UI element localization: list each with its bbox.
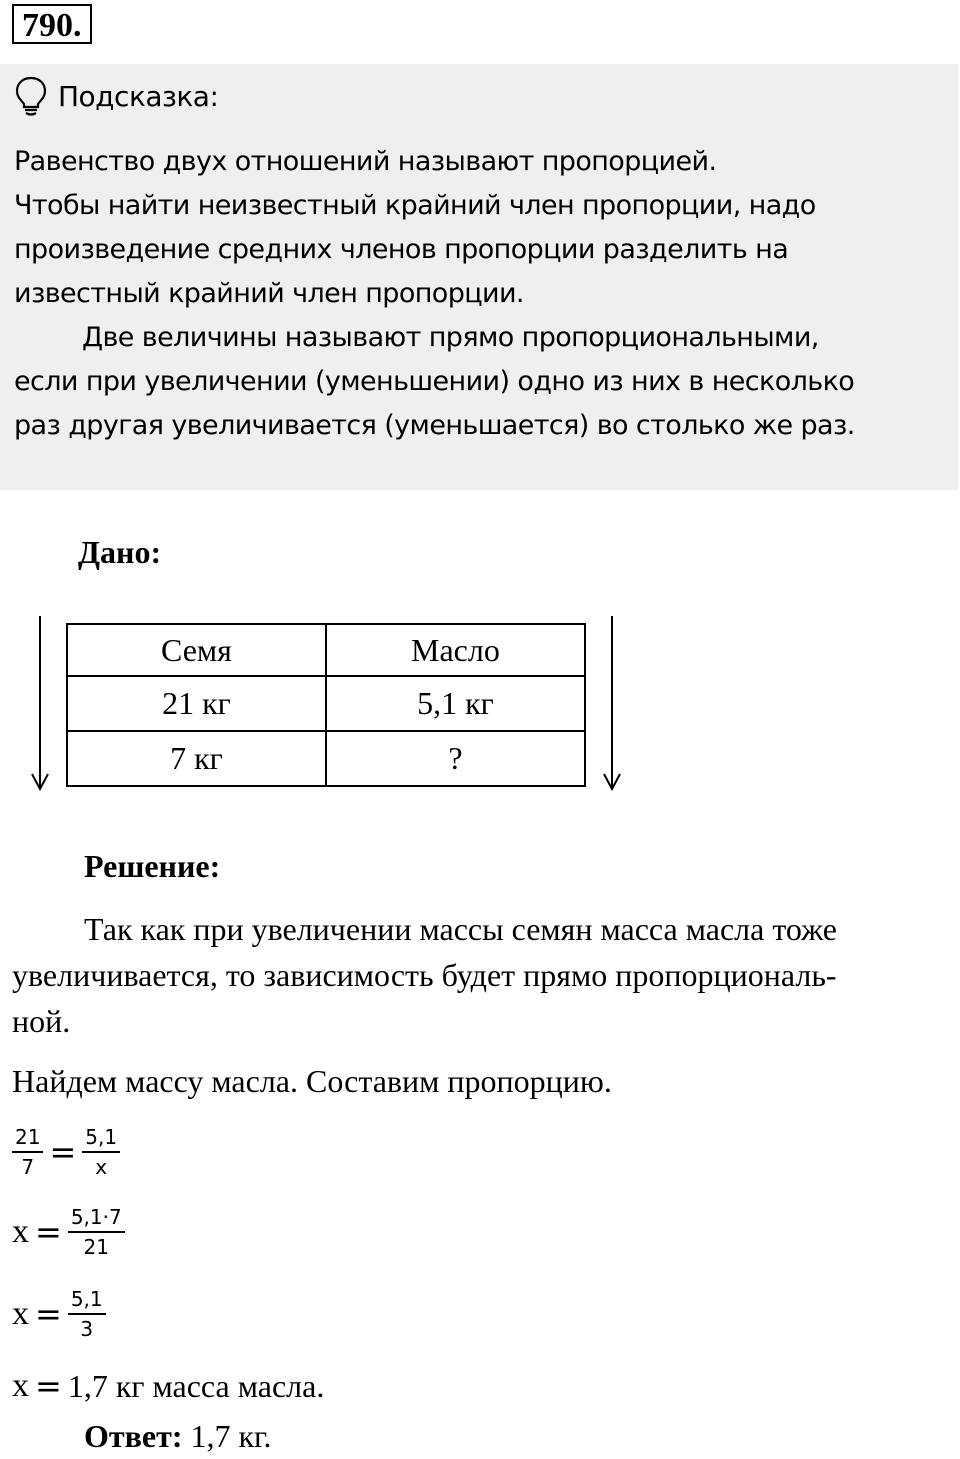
- given-table: [66, 623, 586, 787]
- down-arrow-icon-right: [602, 616, 622, 792]
- table-row: [67, 676, 585, 731]
- table-row: [67, 731, 585, 786]
- equation-1: $\frac{21}{7}$ = $\frac{5,1}{x}$: [12, 1120, 120, 1184]
- table-cell: 21 кг: [67, 676, 326, 731]
- fraction: $\frac{5,1}{3}$: [68, 1287, 106, 1341]
- down-arrow-icon-left: [30, 616, 50, 792]
- table-header-cell: Масло: [326, 624, 585, 676]
- answer-line: [84, 1418, 272, 1455]
- hint-title: Подсказка:: [58, 79, 219, 113]
- table-cell: 5,1 кг: [326, 676, 585, 731]
- lightbulb-icon: [14, 76, 48, 116]
- equation-4: x = 1,7 кг масса масла.: [12, 1367, 325, 1405]
- hint-paragraph-1: Равенство двух отношений называют пропорцией. Чтобы найти неизвестный крайний член пропорции, надо произведение средних членов пропорции разделить на известный крайний член пропорции.: [14, 146, 816, 309]
- hint-text: [14, 140, 944, 448]
- solution-line-2: Найдем массу масла. Составим пропорцию.: [12, 1063, 612, 1099]
- table-cell: 7 кг: [67, 731, 326, 786]
- solution-title: Решение:: [84, 848, 221, 884]
- table-header-cell: Семя: [67, 624, 326, 676]
- given-title: Дано:: [78, 534, 162, 570]
- hint-paragraph-2: Две величины называют прямо пропорциональными, если при увеличении (уменьшении) одно из них в несколько раз другая увеличивается (уменьшается) во столько же раз.: [14, 322, 855, 441]
- table-header-row: [67, 624, 585, 676]
- fraction: $\frac{5,1}{x}$: [82, 1125, 120, 1179]
- fraction: $\frac{5,1\cdot 7}{21}$: [68, 1205, 125, 1259]
- hint-header: [14, 74, 218, 118]
- solution-paragraph: Так как при увеличении массы семян масса масла тоже увеличивается, то зависимость будет прямо пропорциональ- ной.: [12, 911, 837, 1039]
- table-cell: ?: [326, 731, 585, 786]
- answer-value: 1,7 кг.: [182, 1418, 272, 1454]
- answer-label: Ответ:: [84, 1418, 183, 1454]
- equation-3: x = $\frac{5,1}{3}$: [12, 1282, 106, 1346]
- equation-2: x = $\frac{5,1\cdot 7}{21}$: [12, 1200, 125, 1264]
- fraction: $\frac{21}{7}$: [12, 1125, 43, 1179]
- problem-number: 790.: [12, 4, 92, 44]
